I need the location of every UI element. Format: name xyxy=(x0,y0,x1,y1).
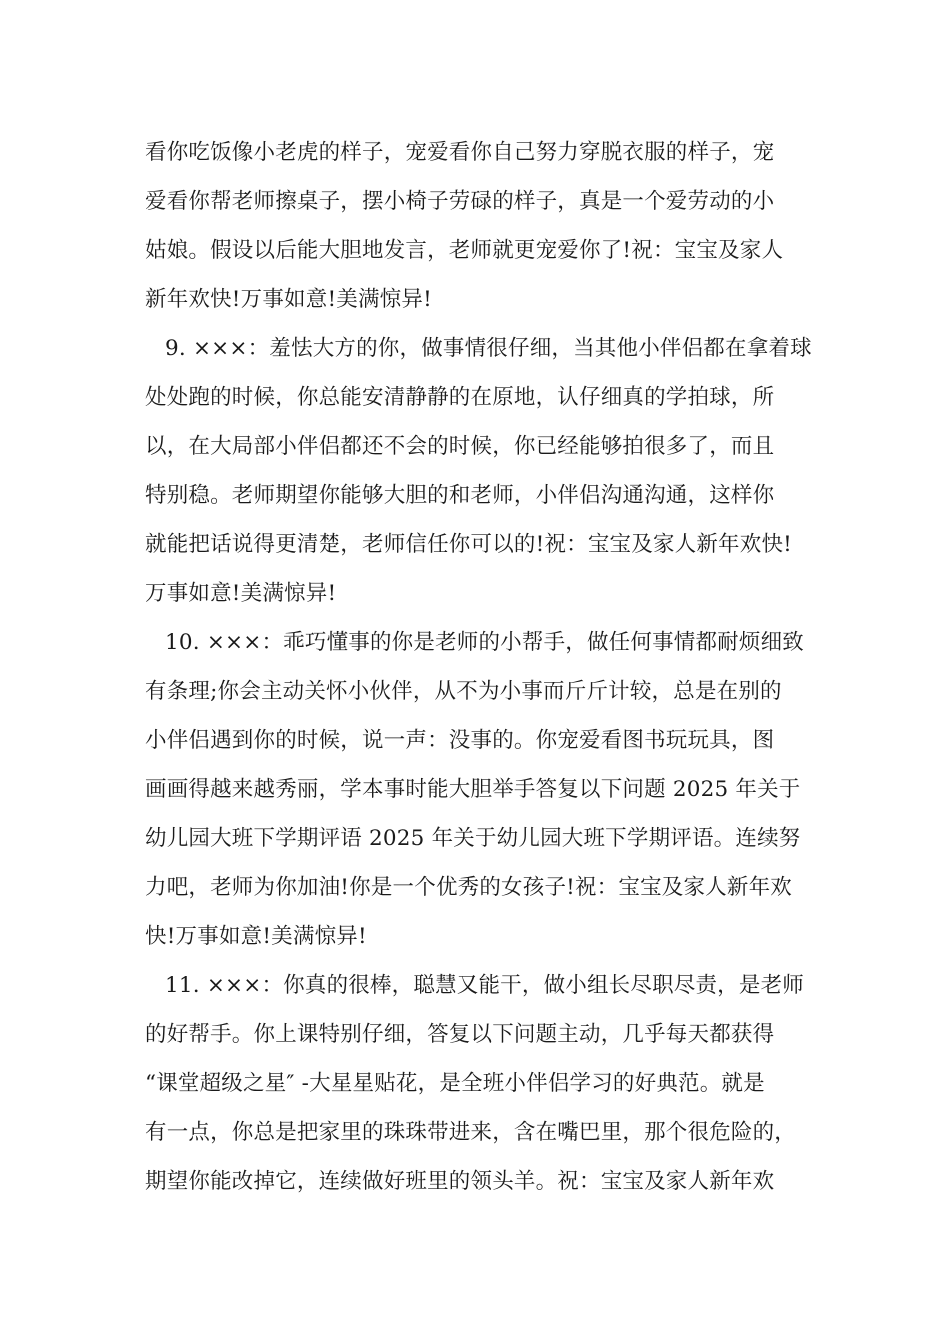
text-line: 以，在大局部小伴侣都还不会的时候，你已经能够拍很多了，而且 xyxy=(145,434,775,459)
text-line: 11. ×××：你真的很棒，聪慧又能干，做小组长尽职尽责，是老师 xyxy=(165,973,804,998)
text-line: 特别稳。老师期望你能够大胆的和老师，小伴侣沟通沟通，这样你 xyxy=(145,483,775,508)
text-line: 看你吃饭像小老虎的样子，宠爱看你自己努力穿脱衣服的样子，宠 xyxy=(145,140,775,165)
text-line: 爱看你帮老师擦桌子，摆小椅子劳碌的样子，真是一个爱劳动的小 xyxy=(145,189,775,214)
text-line: 力吧，老师为你加油!你是一个优秀的女孩子!祝：宝宝及家人新年欢 xyxy=(145,875,792,900)
text-line: 有一点，你总是把家里的珠珠带进来，含在嘴巴里，那个很危险的， xyxy=(145,1120,797,1145)
text-line: 期望你能改掉它，连续做好班里的领头羊。祝：宝宝及家人新年欢 xyxy=(145,1169,775,1194)
text-line: “课堂超级之星″ -大星星贴花，是全班小伴侣学习的好典范。就是 xyxy=(145,1071,765,1096)
text-line: 小伴侣遇到你的时候，说一声：没事的。你宠爱看图书玩玩具，图 xyxy=(145,728,775,753)
text-line: 就能把话说得更清楚，老师信任你可以的!祝：宝宝及家人新年欢快! xyxy=(145,532,792,557)
text-line: 有条理;你会主动关怀小伙伴，从不为小事而斤斤计较，总是在别的 xyxy=(145,679,782,704)
text-line: 新年欢快!万事如意!美满惊异! xyxy=(145,287,432,312)
text-line: 9. ×××：羞怯大方的你，做事情很仔细，当其他小伴侣都在拿着球 xyxy=(165,336,812,361)
text-line: 姑娘。假设以后能大胆地发言，老师就更宠爱你了!祝：宝宝及家人 xyxy=(145,238,784,263)
text-line: 快!万事如意!美满惊异! xyxy=(145,924,367,949)
text-line: 画画得越来越秀丽，学本事时能大胆举手答复以下问题 2025 年关于 xyxy=(145,777,801,802)
text-line: 幼儿园大班下学期评语 2025 年关于幼儿园大班下学期评语。连续努 xyxy=(145,826,801,851)
document-body xyxy=(145,128,825,1206)
text-line: 处处跑的时候，你总能安清静静的在原地，认仔细真的学拍球，所 xyxy=(145,385,775,410)
text-line: 10. ×××：乖巧懂事的你是老师的小帮手，做任何事情都耐烦细致 xyxy=(165,630,804,655)
text-line: 的好帮手。你上课特别仔细，答复以下问题主动，几乎每天都获得 xyxy=(145,1022,775,1047)
text-line: 万事如意!美满惊异! xyxy=(145,581,337,606)
